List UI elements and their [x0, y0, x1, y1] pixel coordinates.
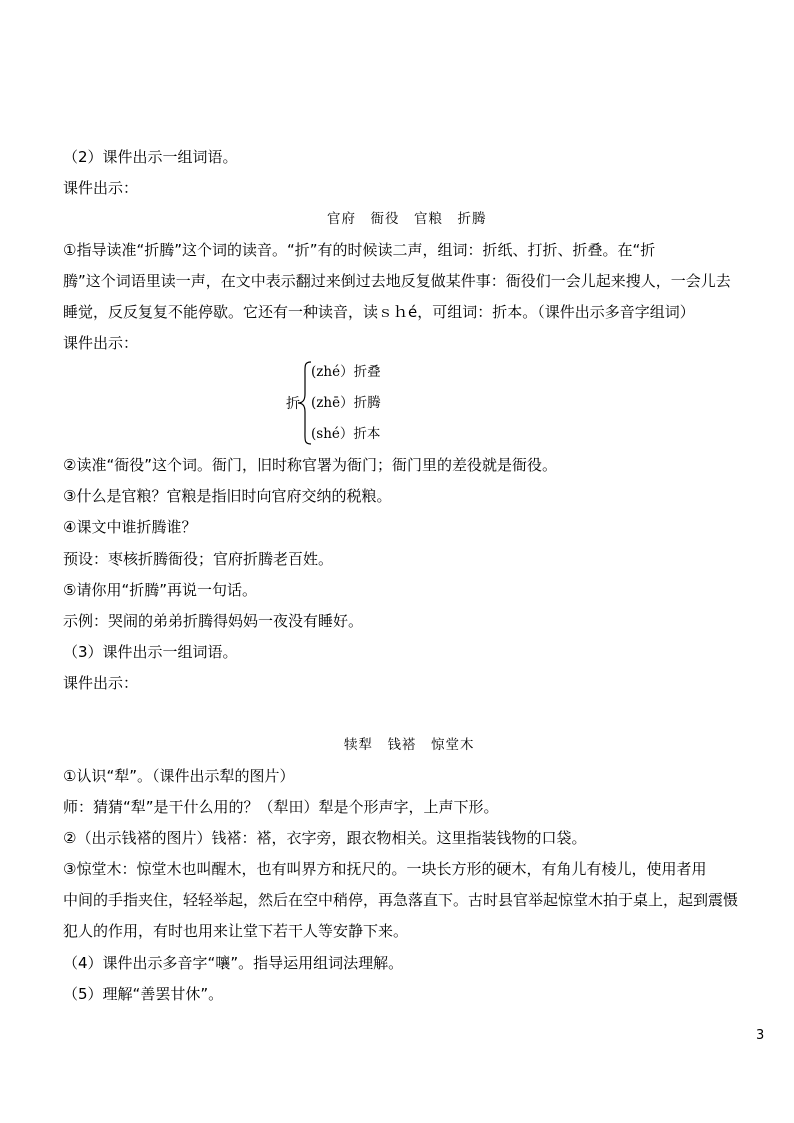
step5-line: （5）理解“善罢甘休”。 — [63, 985, 224, 1003]
paragraph-line: 示例：哭闹的弟弟折腾得妈妈一夜没有睡好。 — [63, 612, 364, 630]
paragraph-line: ⑤请你用“折腾”再说一句话。 — [63, 581, 257, 599]
polyphone-item: (shé）折本 — [311, 426, 381, 442]
paragraph-line: ①指导读准“折腾”这个词的读音。“折”有的时候读二声，组词：折纸、打折、折叠。在“折 — [63, 241, 656, 259]
paragraph-line: 预设：枣核折腾衙役；官府折腾老百姓。 — [63, 550, 334, 568]
paragraph-line: 腾”这个词语里读一声，在文中表示翻过来倒过去地反复做某件事：衙役们一会儿起来搜人，一会儿去 — [63, 272, 731, 290]
polyphone-item: (zhé）折叠 — [311, 364, 381, 380]
show-label-2: 课件出示： — [63, 334, 139, 352]
paragraph-line: ③什么是官粮？官粮是指旧时向官府交纳的税粮。 — [63, 487, 392, 505]
step4-line: （4）课件出示多音字“嚷”。指导运用组词法理解。 — [63, 954, 404, 972]
word-group-2: 犊犁 钱褡 惊堂木 — [344, 737, 475, 753]
paragraph-line: 中间的手指夹住，轻轻举起，然后在空中稍停，再急落直下。古时县官举起惊堂木拍于桌上，起到震慑 — [63, 891, 739, 909]
paragraph-line: ②（出示钱褡的图片）钱褡：褡，衣字旁，跟衣物相关。这里指装钱物的口袋。 — [63, 829, 587, 847]
show-label-1: 课件出示： — [63, 179, 139, 197]
polyphone-char: 折 — [286, 396, 300, 412]
paragraph-line: ①认识“犁”。（课件出示犁的图片） — [63, 767, 295, 785]
paragraph-line: ④课文中谁折腾谁？ — [63, 518, 197, 536]
word-group-1: 官府 衙役 官粮 折腾 — [327, 211, 487, 227]
page-number: 3 — [756, 1028, 765, 1043]
step2-line: （2）课件出示一组词语。 — [63, 148, 238, 166]
polyphone-item: (zhē）折腾 — [311, 395, 381, 411]
show-label-3: 课件出示： — [63, 674, 139, 692]
paragraph-line: 睡觉，反反复复不能停歇。它还有一种读音，读ｓｈé，可组词：折本。（课件出示多音字组词） — [63, 303, 695, 321]
step3-line: （3）课件出示一组词语。 — [63, 643, 238, 661]
paragraph-line: 师：猜猜“犁”是干什么用的？（犁田）犁是个形声字，上声下形。 — [63, 798, 499, 816]
paragraph-line: ③惊堂木：惊堂木也叫醒木，也有叫界方和抚尺的。一块长方形的硬木，有角儿有棱儿，使用者用 — [63, 860, 707, 878]
paragraph-line: 犯人的作用，有时也用来让堂下若干人等安静下来。 — [63, 922, 409, 940]
paragraph-line: ②读准“衙役”这个词。衙门，旧时称官署为衙门；衙门里的差役就是衙役。 — [63, 456, 557, 474]
